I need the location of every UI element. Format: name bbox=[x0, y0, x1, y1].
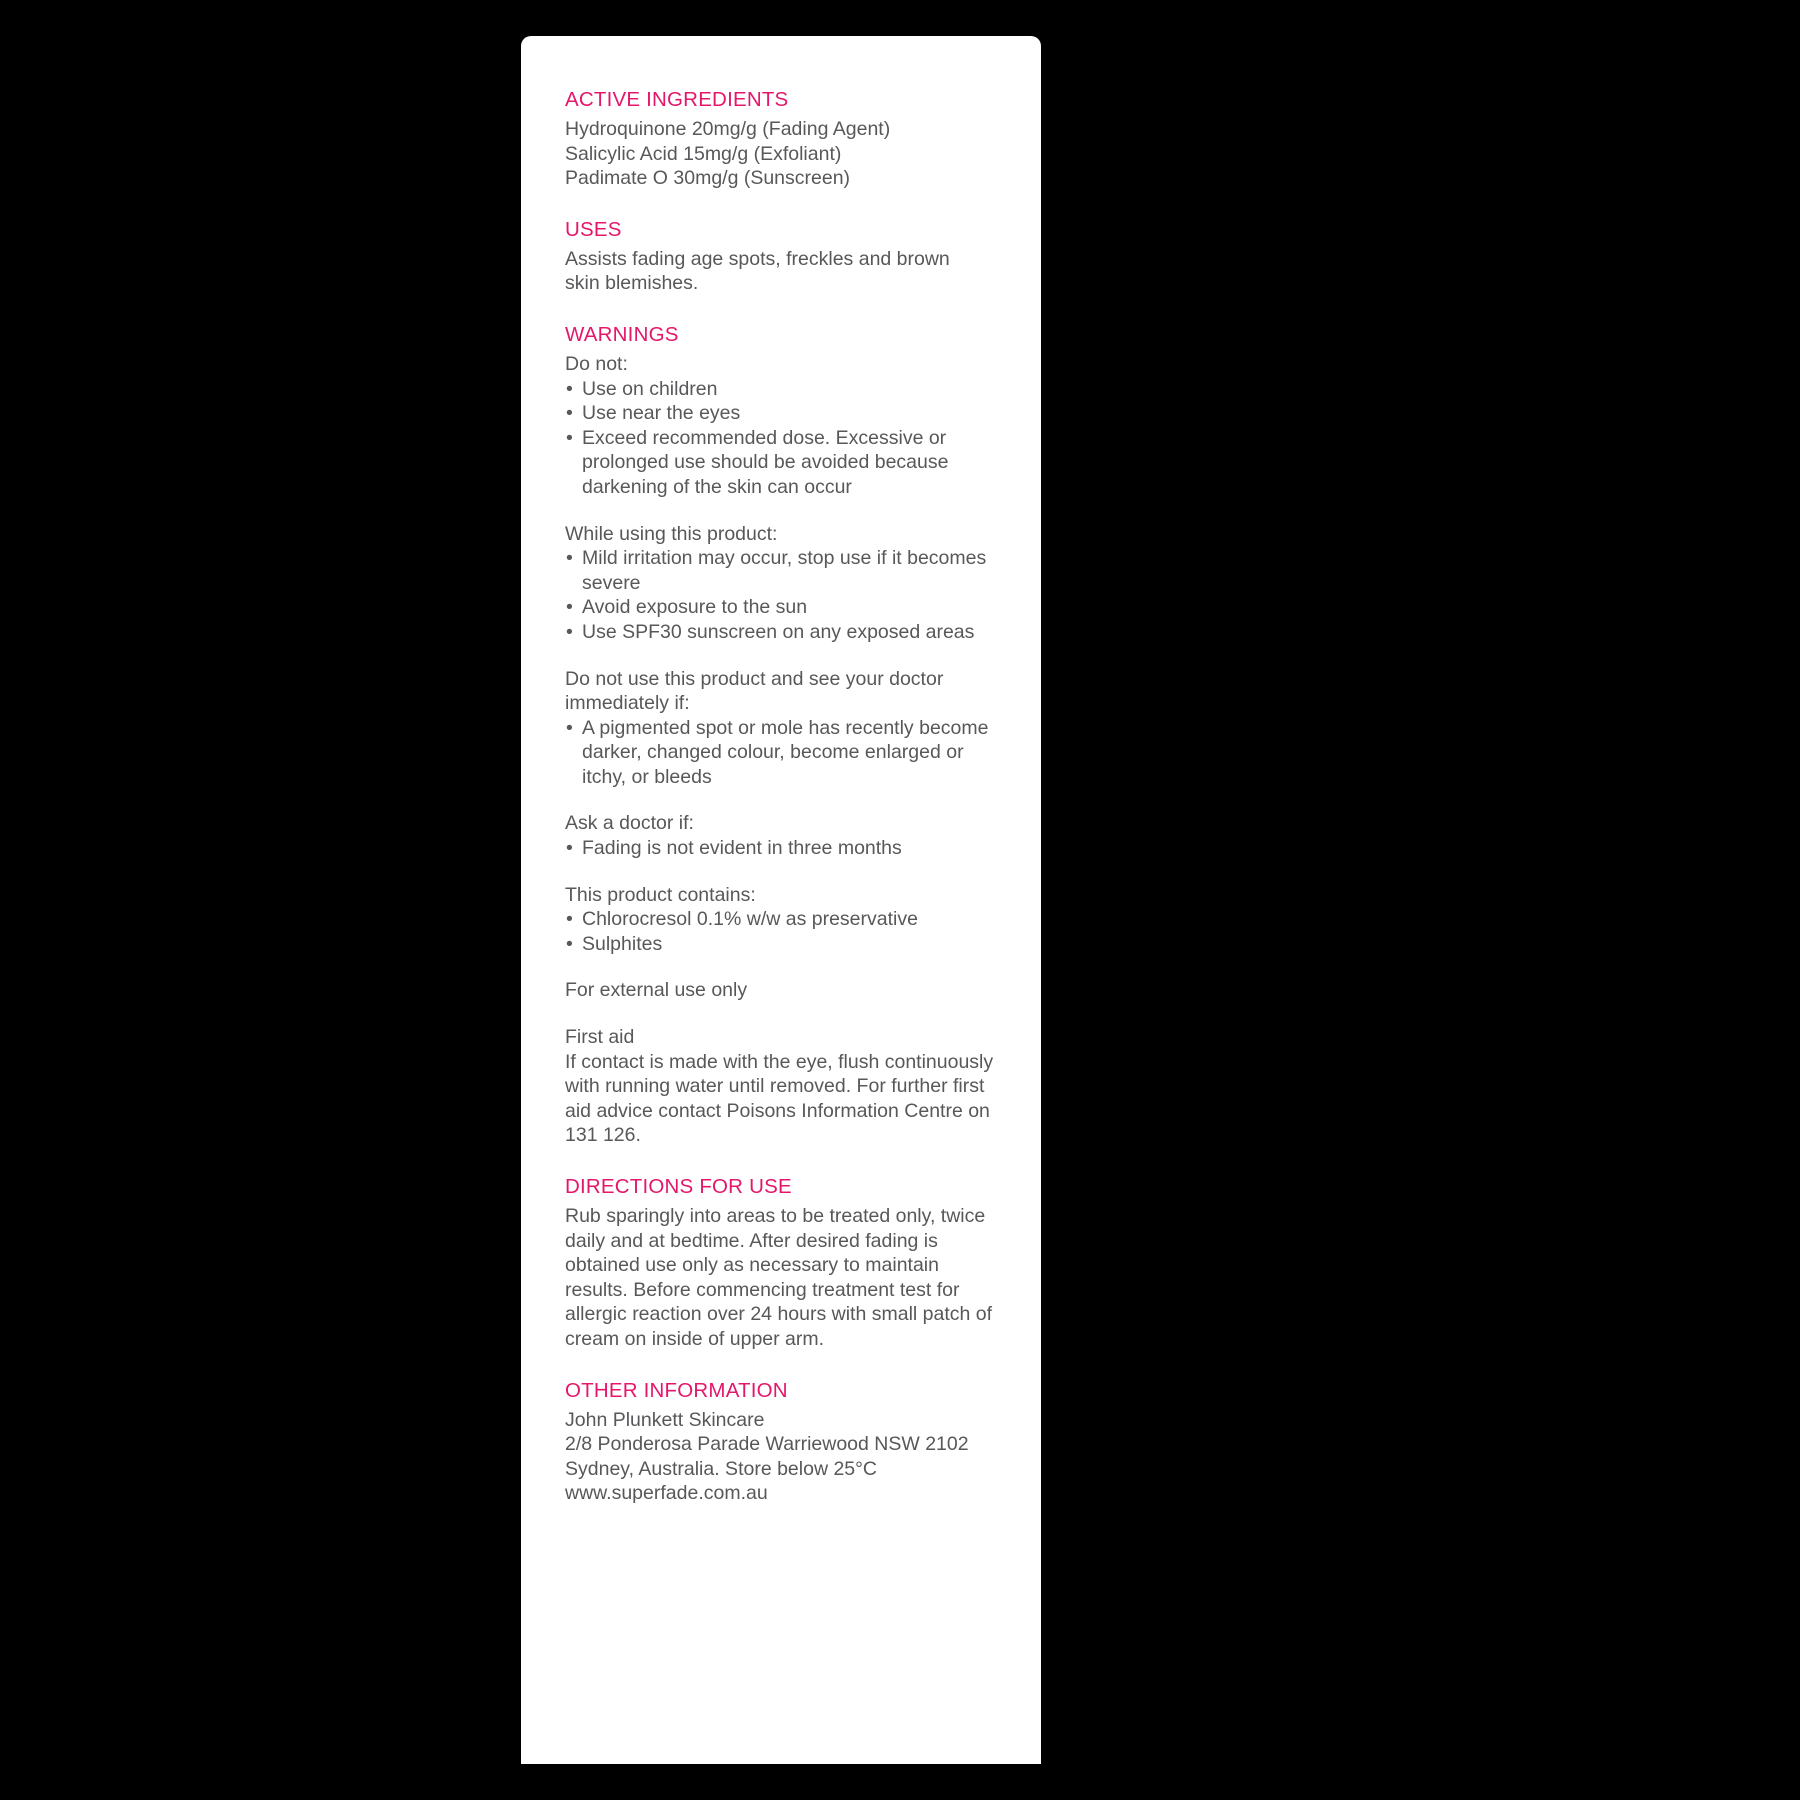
manufacturer-address: 2/8 Ponderosa Parade Warriewood NSW 2102 bbox=[565, 1433, 969, 1456]
warnings-group-contains bbox=[565, 883, 1003, 957]
warnings-bullets-ask-doctor bbox=[565, 836, 1003, 861]
section-warnings bbox=[565, 323, 1003, 1148]
warnings-bullets-while-using bbox=[565, 546, 1003, 644]
active-ingredient-line-2: Salicylic Acid 15mg/g (Exfoliant) bbox=[565, 142, 842, 165]
active-ingredient-line-1: Hydroquinone 20mg/g (Fading Agent) bbox=[565, 118, 891, 140]
spacer bbox=[565, 861, 1003, 883]
section-active-ingredients bbox=[565, 88, 1003, 191]
section-heading-directions: DIRECTIONS FOR USE bbox=[565, 1175, 792, 1198]
warnings-bullets-see-doctor bbox=[565, 716, 1003, 790]
spacer bbox=[565, 296, 1003, 323]
list-item: • Avoid exposure to the sun bbox=[565, 595, 1003, 620]
list-item: • Sulphites bbox=[565, 932, 1003, 957]
website-url: www.superfade.com.au bbox=[565, 1482, 768, 1505]
list-item: • Chlorocresol 0.1% w/w as preservative bbox=[565, 907, 1003, 932]
active-ingredient-line-3: Padimate O 30mg/g (Sunscreen) bbox=[565, 167, 851, 190]
warnings-group-while-using bbox=[565, 522, 1003, 645]
warnings-subhead-see-doctor: Do not use this product and see your doctor immediately if: bbox=[565, 667, 944, 715]
spacer bbox=[565, 789, 1003, 811]
spacer bbox=[565, 1148, 1003, 1175]
section-directions-for-use bbox=[565, 1175, 1003, 1352]
section-heading-uses: USES bbox=[565, 217, 622, 241]
spacer bbox=[565, 191, 1003, 218]
section-uses bbox=[565, 218, 1003, 296]
list-item: • Fading is not evident in three months bbox=[565, 836, 1003, 861]
list-item: • Use near the eyes bbox=[565, 401, 1003, 426]
warnings-subhead-contains: This product contains: bbox=[565, 883, 756, 906]
spacer bbox=[565, 956, 1003, 978]
spacer bbox=[565, 1352, 1003, 1379]
warnings-group-ask-doctor bbox=[565, 811, 1003, 860]
warnings-group-do-not bbox=[565, 352, 1003, 500]
spacer bbox=[565, 500, 1003, 522]
warnings-subhead-do-not: Do not: bbox=[565, 352, 628, 375]
warnings-bullets-do-not bbox=[565, 377, 1003, 500]
directions-text: Rub sparingly into areas to be treated only, twice daily and at bedtime. After desired fading is obtained use only as necessary to maintain results. Before commencing treatment test for allergic reaction over 24 hours with small patch of cream on inside of upper arm. bbox=[565, 1205, 993, 1350]
warnings-bullets-contains bbox=[565, 907, 1003, 956]
first-aid-title: First aid bbox=[565, 1026, 635, 1049]
first-aid-text: If contact is made with the eye, flush continuously with running water until removed. For further first aid advice contact Poisons Information Centre on 131 126. bbox=[565, 1050, 994, 1147]
list-item: • Use SPF30 sunscreen on any exposed areas bbox=[565, 620, 1003, 645]
spacer bbox=[565, 645, 1003, 667]
manufacturer-name: John Plunkett Skincare bbox=[565, 1408, 765, 1431]
list-item: • A pigmented spot or mole has recently become darker, changed colour, become enlarged or itchy, or bleeds bbox=[565, 716, 1003, 790]
storage-instruction: Sydney, Australia. Store below 25°C bbox=[565, 1457, 878, 1480]
external-use-statement: For external use only bbox=[565, 979, 748, 1002]
warnings-subhead-ask-doctor: Ask a doctor if: bbox=[565, 812, 694, 835]
first-aid-block bbox=[565, 1025, 1003, 1148]
list-item: • Exceed recommended dose. Excessive or prolonged use should be avoided because darkening of the skin can occur bbox=[565, 426, 1003, 500]
list-item: • Use on children bbox=[565, 377, 1003, 402]
spacer bbox=[565, 1003, 1003, 1025]
list-item: • Mild irritation may occur, stop use if it becomes severe bbox=[565, 546, 1003, 595]
section-heading-active-ingredients: ACTIVE INGREDIENTS bbox=[565, 88, 789, 111]
section-heading-warnings: WARNINGS bbox=[565, 322, 679, 346]
section-heading-other-information: OTHER INFORMATION bbox=[565, 1378, 788, 1402]
uses-line-1: Assists fading age spots, freckles and brown bbox=[565, 247, 950, 270]
uses-line-2: skin blemishes. bbox=[565, 272, 699, 295]
warnings-subhead-while-using: While using this product: bbox=[565, 522, 778, 545]
product-carton-back-panel bbox=[521, 36, 1041, 1764]
section-other-information bbox=[565, 1379, 1003, 1506]
warnings-group-see-doctor bbox=[565, 667, 1003, 790]
